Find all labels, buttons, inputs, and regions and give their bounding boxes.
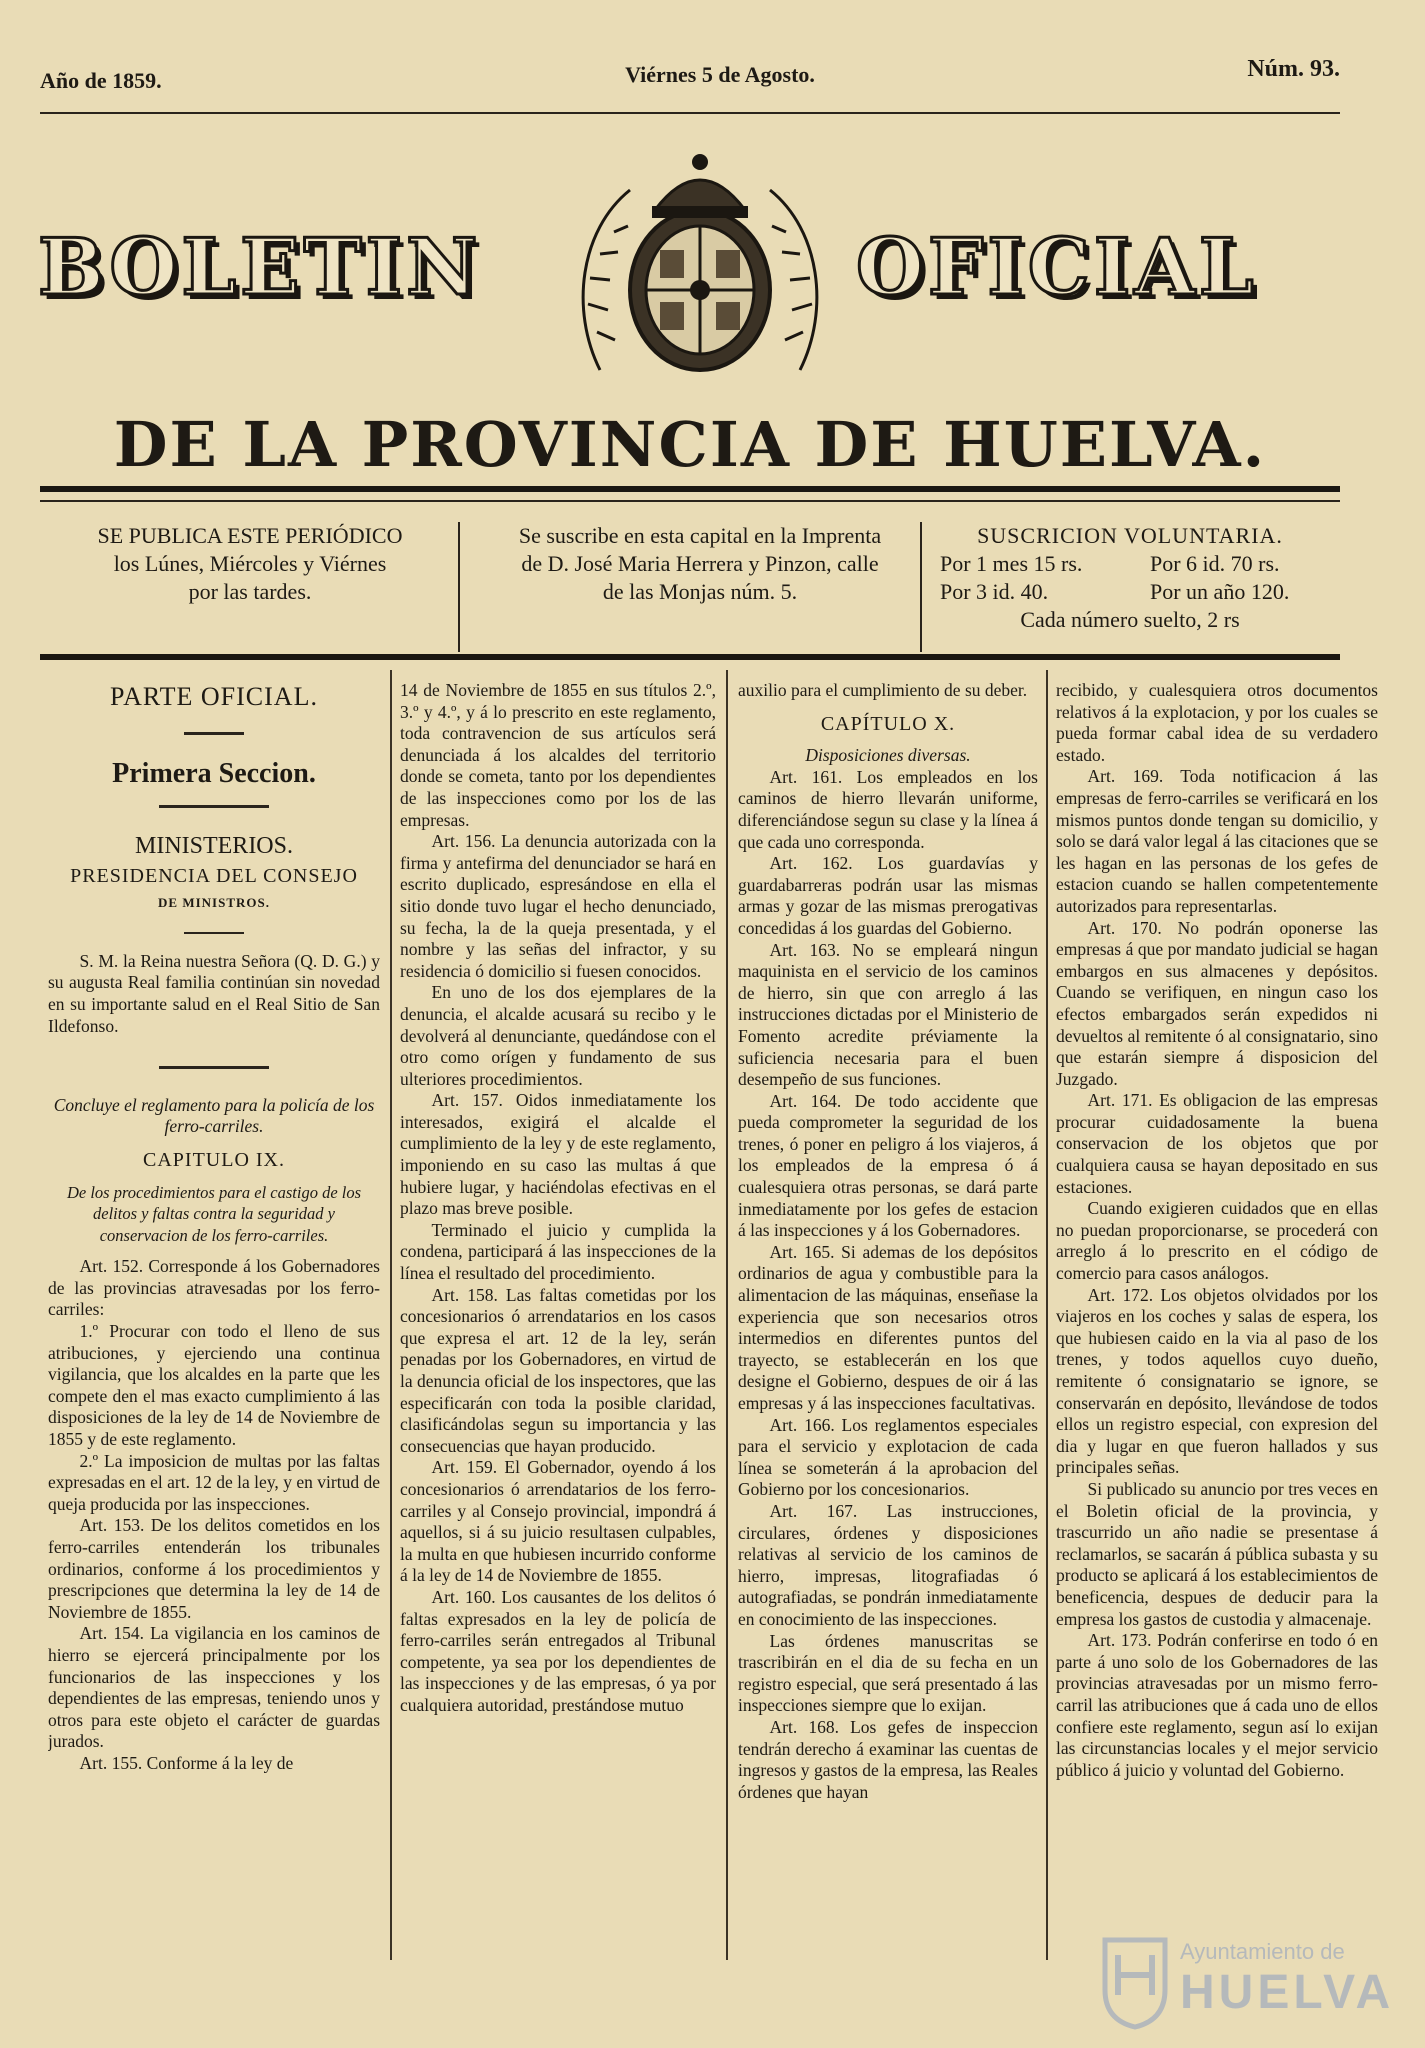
art-172: Art. 172. Los objetos olvidados por los viajeros en los coches y salas de espera, los que hubiesen caido en la via al paso de los trenes, y todos aquellos cuyo dueño, remitente ó consignatario se ignore, se conservarán en depósito, llevándose de todos ellos un registro especial, con expresion del dia y lugar en que fueron hallados y sus principales señas. (1056, 1284, 1378, 1478)
publication-line-1: SE PUBLICA ESTE PERIÓDICO (97, 523, 403, 548)
capitulo-x-title: Disposiciones diversas. (805, 745, 971, 766)
column-4 (1056, 680, 1378, 1980)
column-2 (400, 680, 716, 1980)
art-166: Art. 166. Los reglamentos especiales para el servicio y explotacion de cada línea se someterán á la aprobacion del Gobierno por los concesionarios. (738, 1414, 1038, 1500)
art-160: Art. 160. Los causantes de los delitos ó faltas expresados en la ley de policía de ferro-carriles serán entregados al Tribunal competente, ya sea por los dependientes de las inspecciones y de las empresas, ó ya por cualquiera autoridad, prestándose mutuo (400, 1586, 716, 1715)
price-1-year: Por un año 120. (1150, 579, 1290, 604)
column-1 (48, 680, 380, 1980)
divider (48, 795, 380, 817)
divider (48, 1055, 380, 1077)
column-rule-1 (390, 670, 392, 1960)
de-ministros-heading: DE MINISTROS. (158, 894, 270, 910)
archive-watermark (1030, 1935, 1395, 2035)
art-158: Art. 158. Las faltas cometidas por los concesionarios ó arrendatarios en los casos que expresa el art. 12 de la ley, serán penadas por los Gobernadores, en virtud de la denuncia oficial de los inspectores, que las especificarán con toda la posible claridad, clasificándolas segun su importancia y las consecuencias que hayan producido. (400, 1284, 716, 1456)
capitulo-ix-heading: CAPITULO IX. (143, 1148, 285, 1171)
royal-coat-of-arms-icon (560, 140, 840, 380)
subscription-line-2: de D. José Maria Herrera y Pinzon, calle (521, 551, 879, 576)
royal-health-notice: S. M. la Reina nuestra Señora (Q. D. G.) y su augusta Real familia continúan sin novedad en su importante salud en el Real Sitio de San Ildefonso. (48, 950, 380, 1036)
art-165: Art. 165. Si ademas de los depósitos ordinarios de agua y combustible para la alimentacion de las máquinas, enseñase la experiencia que son necesarios otros intermedios en diferentes puntos del trayecto, se establecerán en los que designe el Gobierno, despues de oir á las empresas y á las inspecciones facultativas. (738, 1241, 1038, 1413)
art-155-cont: 14 de Noviembre de 1855 en sus títulos 2.º, 3.º y 4.º, y á lo prescrito en este reglamento, toda contravencion de sus artículos será denunciada á los alcaldes del territorio donde se cometa, tanto por los dependientes de las inspecciones como por los de las empresas. (400, 680, 716, 830)
art-168-cont: recibido, y cualesquiera otros documentos relativos á la explotacion, y por los cuales se pueda formar cabal idea de su verdadero estado. (1056, 680, 1378, 765)
art-170: Art. 170. No podrán oponerse las empresas á que por mandato judicial se hagan embargos en sus almacenes y depósitos. Cuando se verifiquen, en ningun caso los efectos embargados serán expedidos ni devueltos al remitente ó al consignatario, sino que estarán siempre á disposicion del Juzgado. (1056, 917, 1378, 1089)
masthead-rule-bottom (40, 654, 1340, 660)
subscription-line-3: de las Monjas núm. 5. (602, 579, 798, 604)
art-167-cont: Las órdenes manuscritas se trascribirán en el dia de su fecha en un registro especial, que será presentado á las inspecciones siempre que lo exijan. (738, 1630, 1038, 1716)
parte-oficial-heading: PARTE OFICIAL. (110, 682, 318, 711)
art-161: Art. 161. Los empleados en los caminos de hierro llevarán uniforme, diferenciándose segun su clase y la línea á que cada uno corresponda. (738, 766, 1038, 852)
title-boletin: BOLETIN (38, 222, 482, 313)
art-159: Art. 159. El Gobernador, oyendo á los concesionarios ó arrendatarios de los ferro-carriles y al Consejo provincial, impondrá á aquellos, si á su juicio resultasen culpables, la multa en que hubiesen incurrido conforme á la ley de 14 de Noviembre de 1855. (400, 1457, 716, 1586)
concluye-reglamento: Concluye el reglamento para la policía de los ferro-carriles. (53, 1094, 375, 1137)
art-171-cont: Cuando exigieren cuidados que en ellas no puedan proporcionarse, se procederá con arreglo á lo prescrito en el código de comercio para casos análogos. (1056, 1198, 1378, 1284)
art-152: Art. 152. Corresponde á los Gobernadores de las provincias atravesadas por los ferro-carriles: (48, 1256, 380, 1320)
art-172-cont: Si publicado su anuncio por tres veces en el Boletin oficial de la provincia, y trascurrido un año nadie se presentase á reclamarlos, se sacarán á pública subasta y su producto se aplicará á los establecimientos de beneficencia, despues de deducir para la empresa los gastos de custodia y almacenaje. (1056, 1478, 1378, 1629)
art-157-cont: Terminado el juicio y cumplida la condena, participará á las inspecciones de la línea el resultado del procedimiento. (400, 1219, 716, 1284)
watermark-line-2: HUELVA (1180, 1966, 1395, 2019)
art-163: Art. 163. No se empleará ningun maquinista en el servicio de los caminos de hierro, sin que con arreglo á las instrucciones dictadas por el Ministerio de Fomento acredite préviamente la suficiencia necesaria para el buen desempeño de sus funciones. (738, 939, 1038, 1090)
publication-schedule (70, 522, 430, 652)
divider (48, 722, 380, 744)
publication-line-2: los Lúnes, Miércoles y Viérnes (113, 551, 387, 576)
divider (48, 921, 380, 943)
issue-number: Núm. 93. (1247, 56, 1340, 82)
price-6-months: Por 6 id. 70 rs. (1150, 551, 1280, 576)
primera-seccion-heading: Primera Seccion. (112, 758, 316, 790)
capitulo-ix-title: De los procedimientos para el castigo de los delitos y faltas contra la seguridad y conservacion de los ferro-carriles. (66, 1182, 362, 1245)
subscription-place (480, 522, 920, 652)
column-rule-3 (1046, 670, 1048, 1960)
art-171: Art. 171. Es obligacion de las empresas procurar cuidadosamente la buena conservacion de los objetos que por cualquiera causa se hayan depositado en sus estaciones. (1056, 1090, 1378, 1197)
art-173: Art. 173. Podrán conferirse en todo ó en parte á uno solo de los Gobernadores de las provincias atravesadas por un mismo ferro-carril las atribuciones que á cada uno de ellos confiere este reglamento, segun así lo exijan las circunstancias locales y el mejor servicio público á juicio y voluntad del Gobierno. (1056, 1630, 1378, 1780)
prices-title: SUSCRICION VOLUNTARIA. (977, 523, 1283, 548)
art-154: Art. 154. La vigilancia en los caminos de hierro se ejercerá principalmente por los funcionarios de las inspecciones y los dependientes de las empresas, teniendo unos y otros para este objeto el carácter de guardas jurados. (48, 1623, 380, 1752)
art-164: Art. 164. De todo accidente que pueda comprometer la seguridad de los trenes, ó poner en peligro á los viajeros, á los empleados de la empresa ó á cualesquiera otras personas, se dará parte inmediatamente por los gefes de estacion á las inspecciones y á los Gobernadores. (738, 1090, 1038, 1241)
watermark-line-1: Ayuntamiento de (1180, 1939, 1345, 1964)
art-156-cont: En uno de los dos ejemplares de la denuncia, el alcalde acusará su recibo y le devolverá al denunciante, quedándose con el otro como orígen y fundamento de sus ulteriores procedimientos. (400, 982, 716, 1089)
art-152-1: 1.º Procurar con todo el lleno de sus atribuciones, y ejerciendo una continua vigilancia, que los alcaldes en la parte que les compete den el mas exacto cumplimiento á las disposiciones de la ley de 14 de Noviembre de 1855 y de este reglamento. (48, 1321, 380, 1450)
title-oficial: OFICIAL (856, 222, 1258, 313)
publication-line-3: por las tardes. (188, 579, 312, 604)
column-rule-2 (726, 670, 728, 1960)
subscription-line-1: Se suscribe en esta capital en la Imprenta (518, 523, 882, 548)
art-152-2: 2.º La imposicion de multas por las faltas expresadas en el art. 12 de la ley, y en virtud de queja producida por las inspecciones. (48, 1450, 380, 1514)
masthead-rule-top (40, 486, 1340, 492)
art-167: Art. 167. Las instrucciones, circulares, órdenes y disposiciones relativas al servicio de los caminos de hierro, impresas, litografiadas ó autografiadas, se pondrán inmediatamente en conocimiento de las inspecciones. (738, 1500, 1038, 1629)
column-3 (738, 680, 1038, 1980)
subtitle-province: DE LA PROVINCIA DE HUELVA. (113, 408, 1267, 481)
art-156: Art. 156. La denuncia autorizada con la firma y antefirma del denunciador se hará en escrito duplicado, espresándose en ella el sitio donde tuvo lugar el hecho denunciado, su fecha, la de la queja presentada, y el nombre y las señas del infractor, y su residencia ó domicilio si fuesen conocidos. (400, 831, 716, 981)
info-divider-2 (920, 522, 922, 652)
top-rule (40, 112, 1340, 114)
art-160-cont: auxilio para el cumplimiento de su deber. (738, 680, 1028, 700)
info-divider-1 (458, 522, 460, 652)
art-162: Art. 162. Los guardavías y guardabarreras podrán usar las mismas armas y gozar de las mismas prerogativas concedidas á los guardas del Gobierno. (738, 853, 1038, 938)
ministerios-heading: MINISTERIOS. (134, 833, 293, 860)
presidencia-heading: PRESIDENCIA DEL CONSEJO (70, 864, 358, 887)
subscription-prices (930, 522, 1330, 652)
capitulo-x-heading: CAPÍTULO X. (820, 712, 956, 735)
price-1-month: Por 1 mes 15 rs. (940, 551, 1083, 576)
art-157: Art. 157. Oidos inmediatamente los interesados, exigirá el alcalde el cumplimiento de la ley y de este reglamento, imponiendo en su caso las multas á que hubiere lugar, y haciéndolas efectivas en el plazo mas breve posible. (400, 1090, 716, 1219)
masthead-topline (40, 56, 1340, 96)
masthead-rule-top-thin (40, 500, 1340, 502)
year: Año de 1859. (40, 68, 162, 93)
price-single-issue: Cada número suelto, 2 rs (1020, 607, 1240, 632)
art-155-start: Art. 155. Conforme á la ley de (79, 1752, 294, 1773)
city-shield-icon (1100, 1935, 1170, 2030)
price-3-months: Por 3 id. 40. (940, 579, 1049, 604)
art-153: Art. 153. De los delitos cometidos en los ferro-carriles entenderán los tribunales ordinarios, conforme á los procedimientos y prescripciones que determina la ley de 14 de Noviembre de 1855. (48, 1515, 380, 1622)
art-168: Art. 168. Los gefes de inspeccion tendrán derecho á examinar las cuentas de ingresos y gastos de la empresa, las Reales órdenes que hayan (738, 1716, 1038, 1802)
date: Viérnes 5 de Agosto. (625, 62, 815, 87)
art-169: Art. 169. Toda notificacion á las empresas de ferro-carriles se verificará en los mismos puntos donde tengan su domicilio, y solo se dará valor legal á las citaciones que se les hagan en las personas de los gefes de estacion cuando se hallen competentemente autorizados para representarlas. (1056, 766, 1378, 916)
